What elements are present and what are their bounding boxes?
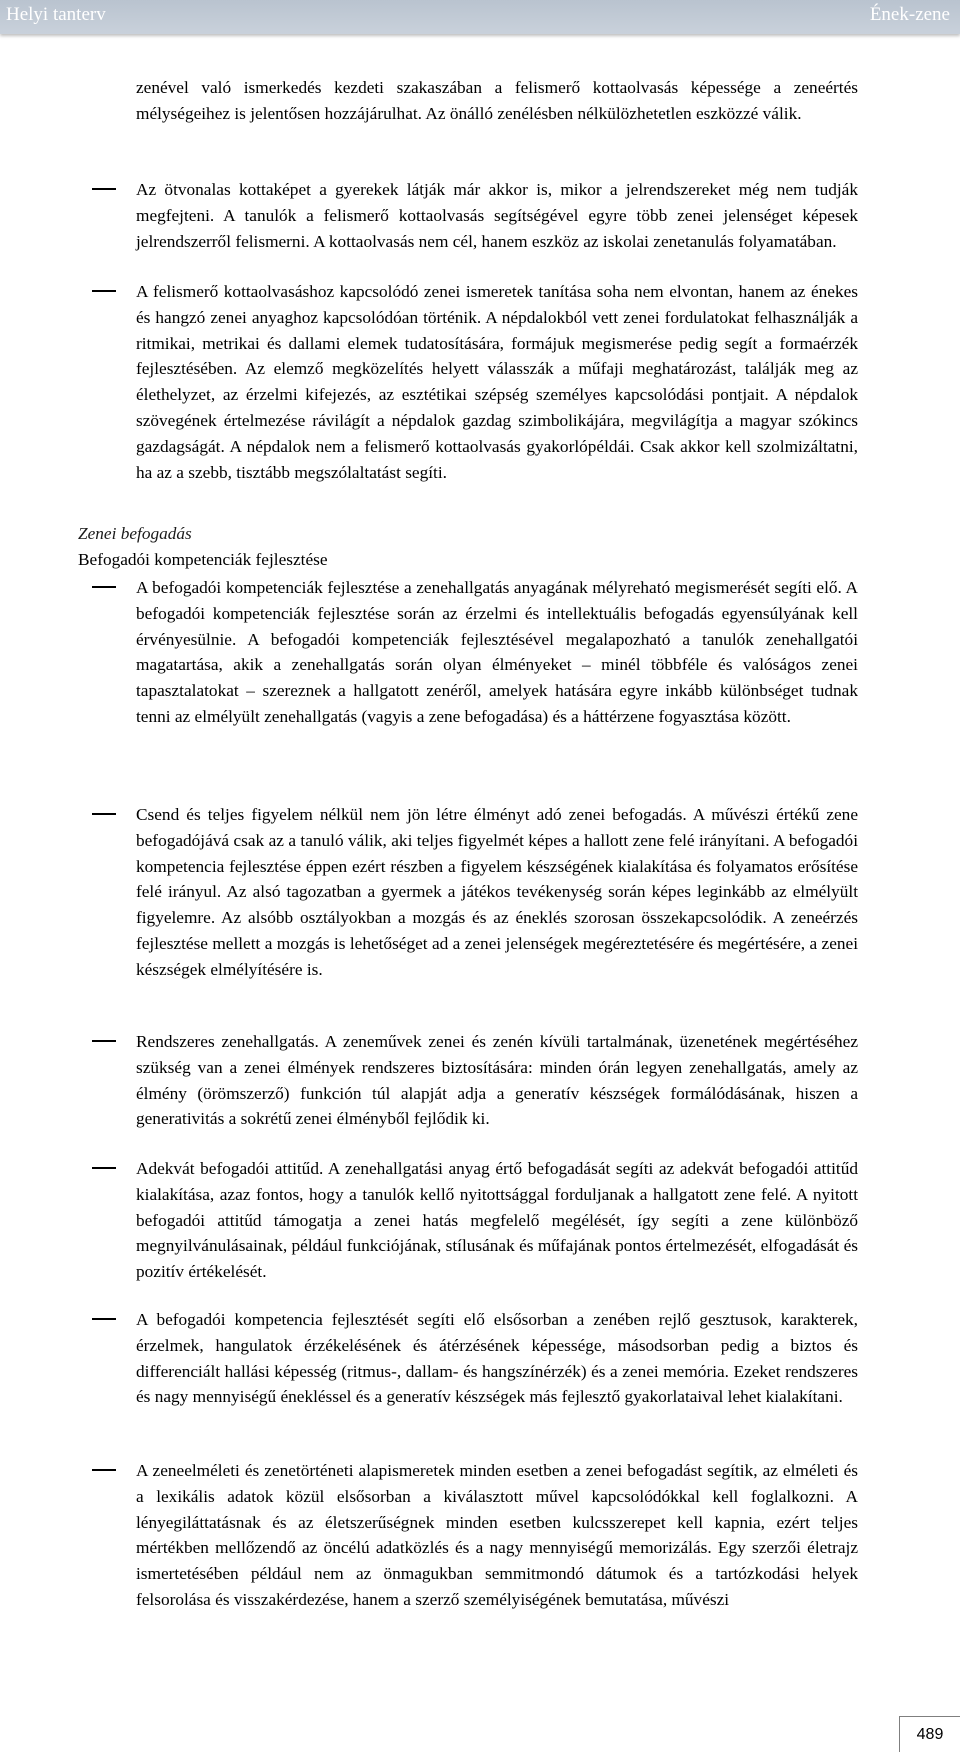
bullet-item: Adekvát befogadói attitűd. A zenehallgatási anyag értő befogadását segíti az adekvát befogadói attitűd kialakítása, azaz fontos, hogy a tanulók kellő nyitottsággal forduljanak a hallgatott zene felé. A nyitott befogadói attitűd támogatja a zenei hatás megfelelő megélését, így segíti a zene különböző megnyilvánulásainak, például funkciójának, stílusának és műfajának pontos értelmezését, elfogadását és pozitív értékelését. xyxy=(136,1159,858,1282)
section-subtitle: Befogadói kompetenciák fejlesztése xyxy=(78,550,328,569)
bullet-dash xyxy=(92,813,116,815)
bullet-item: Az ötvonalas kottaképet a gyerekek látják már akkor is, mikor a jelrendszereket még nem tudják megfejteni. A tanulók a felismerő kottaolvasás segítségével egyre több zenei jelenséget képesek jelrendszerről felismerni. A kottaolvasás nem cél, hanem eszköz az iskolai zenetanulás folyamatában. xyxy=(136,180,858,251)
bullet-item: A felismerő kottaolvasáshoz kapcsolódó zenei ismeretek tanítása soha nem elvontan, hanem az énekes és hangzó zenei anyaghoz kapcsolódóan történik. A népdalokból vett zenei fordulatokat felhasználják a ritmikai, metrikai és dallami elemek tudatosítására, formájuk megismerése pedig segít a formaérzék fejlesztésében. Az elemző megközelítés helyett válasszák a műfaji meghatározást, találják meg az élethelyzet, az érzelmi kifejezés, az esztétikai szépség személyes kapcsolódási pontjait. A népdalok szövegének értelmezése rávilágít a népdalok gazdag szimbolikájára, megvilágítja a magyar szókincs gazdagságát. A népdalok nem a felismerő kottaolvasás gyakorlópéldái. Csak akkor kell szolmizáltatni, ha az a szebb, tisztább megszólaltatást segíti. xyxy=(136,282,858,482)
bullet-dash xyxy=(92,1167,116,1169)
bullet-dash xyxy=(92,586,116,588)
page-header xyxy=(0,0,960,34)
bullet-dash xyxy=(92,188,116,190)
intro-paragraph: zenével való ismerkedés kezdeti szakaszában a felismerő kottaolvasás képessége a zeneértés mélységeihez is jelentősen hozzájárulhat. Az önálló zenélésben nélkülözhetetlen eszközzé válik. xyxy=(136,78,858,123)
bullet-item: A zeneelméleti és zenetörténeti alapismeretek minden esetben a zenei befogadást segítik, az elméleti és a lexikális adatok közül elsősorban a kiválasztott művel kapcsolódókkal kell foglalkozni. A lényegiláttatásnak és az életszerűségnek minden esetben kulcsszerepet kell kapnia, ezért teljes mértékben mellőzendő az öncélú adatközlés és a nagy mennyiségű memorizálás. Egy szerzői életrajz ismertetésében például nem az önmagukban semmitmondó dátumok és a tartózkodási helyek felsorolása és visszakérdezése, hanem a szerző személyiségének bemutatása, művészi xyxy=(136,1461,858,1609)
bullet-dash xyxy=(92,1318,116,1320)
header-right-title: Ének-zene xyxy=(869,4,950,25)
bullet-item: Rendszeres zenehallgatás. A zeneművek zenei és zenén kívüli tartalmának, üzenetének megértéséhez szükség van a zenei élmények rendszeres biztosítására: minden órán legyen zenehallgatás, amely az élmény (örömszerző) funkción túl alapját adja a generatív készségek formálódásának, hiszen a generativitás a sokrétű zenei élményből fejlődik ki. xyxy=(136,1032,858,1129)
bullet-item: A befogadói kompetencia fejlesztését segíti elő elsősorban a zenében rejlő gesztusok, karakterek, érzelmek, hangulatok érzékelésének és átérzésének képessége, másodsorban pedig a biztos és differenciált hallási képesség (ritmus-, dallam- és hangszínérzék) és a zenei memória. Ezeket rendszeres és nagy mennyiségű énekléssel és a generatív készségek más fejlesztő gyakorlataival lehet kialakítani. xyxy=(136,1310,858,1407)
section-title: Zenei befogadás xyxy=(78,524,192,543)
bullet-dash xyxy=(92,1040,116,1042)
bullet-item: Csend és teljes figyelem nélkül nem jön létre élményt adó zenei befogadás. A művészi értékű zene befogadójává csak az a tanuló válik, aki teljes figyelmét képes a hallott zene felé irányítani. A befogadói kompetencia fejlesztése éppen ezért részben a figyelem készségének kialakítása és folyamatos erősítése felé irányul. Az alsó tagozatban a gyermek a játékos tevékenység során képes leginkább az elmélyült figyelemre. Az alsóbb osztályokban a mozgás és az éneklés szorosan összekapcsolódik. A zeneérzés fejlesztése mellett a mozgás is lehetőséget ad a zenei jelenségek megéreztetésére és megértésére, a zenei készségek elmélyítésére is. xyxy=(136,805,858,979)
header-left-title: Helyi tanterv xyxy=(6,4,106,25)
page-number: 489 xyxy=(899,1716,960,1752)
bullet-item: A befogadói kompetenciák fejlesztése a zenehallgatás anyagának mélyreható megismerését segíti elő. A befogadói kompetenciák fejlesztése során az érzelmi és intellektuális befogadás egyensúlyának kell érvényesülnie. A befogadói kompetenciák fejlesztésével megalapozható a tanulók zenehallgatói magatartása, akik a zenehallgatás során olyan élményeket – minél többféle és valóságos zenei tapasztalatokat – szereznek a hallgatott zenéről, amelyek hatására egyre inkább különbséget tudnak tenni az elmélyült zenehallgatás (vagyis a zene befogadása) és a háttérzene fogyasztása között. xyxy=(136,578,858,726)
bullet-dash xyxy=(92,290,116,292)
bullet-dash xyxy=(92,1469,116,1471)
